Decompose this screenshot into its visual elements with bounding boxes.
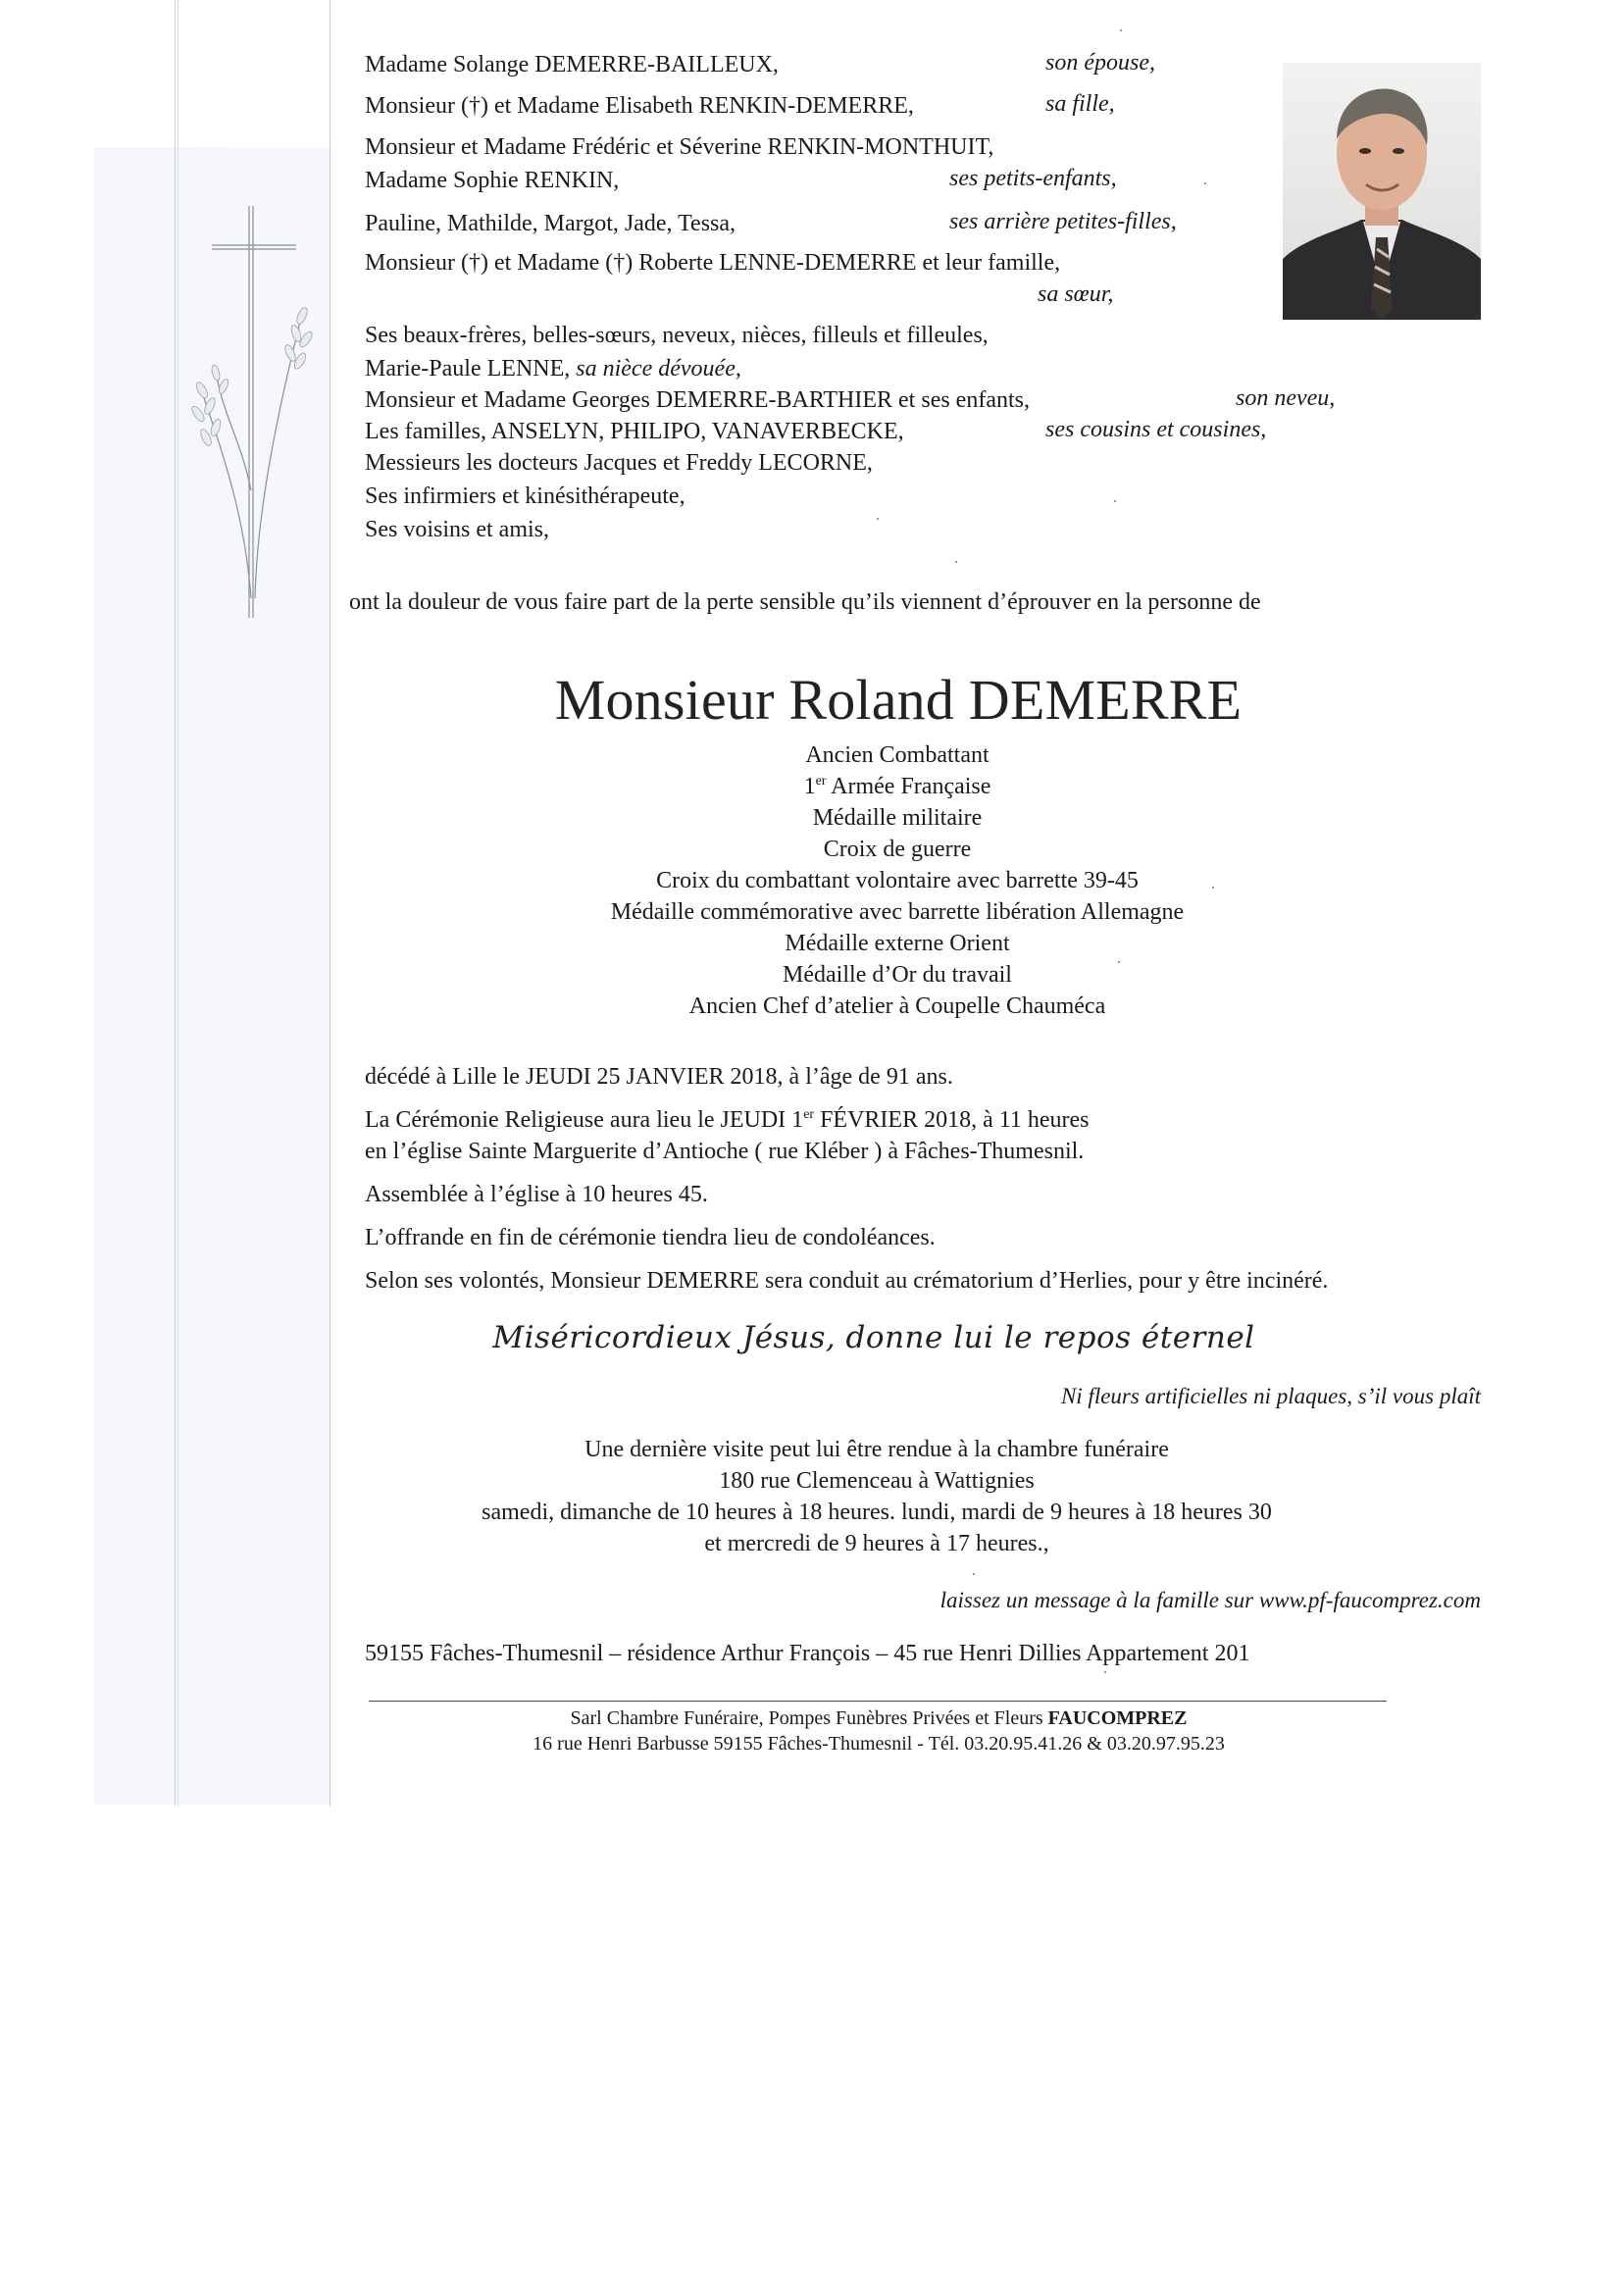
death-notice: décédé à Lille le JEUDI 25 JANVIER 2018, à l’âge de 91 ans. [365, 1064, 953, 1090]
visit-line-3: samedi, dimanche de 10 heures à 18 heures. lundi, mardi de 9 heures à 18 heures 30 [482, 1500, 1272, 1525]
no-flowers-note: Ni fleurs artificielles ni plaques, s’il vous plaît [1060, 1384, 1481, 1408]
offering-notice: L’offrande en fin de cérémonie tiendra lieu de condoléances. [365, 1225, 936, 1250]
relative-relation: sa nièce dévouée, [576, 356, 741, 382]
ceremony-text-b: FÉVRIER 2018, à 11 heures [814, 1107, 1090, 1133]
scan-speck [1120, 29, 1122, 31]
family-line-1-relation: son épouse, [1045, 50, 1155, 76]
family-line-6: Monsieur (†) et Madame (†) Roberte LENNE-DEMERRE et leur famille, [365, 250, 1061, 276]
scan-speck [1212, 887, 1214, 889]
scan-speck [973, 1573, 975, 1575]
ceremony-superscript: er [803, 1107, 815, 1122]
scan-speck [1114, 500, 1116, 502]
relatives-line-4: Les familles, ANSELYN, PHILIPO, VANAVERBECKE, [365, 419, 904, 444]
scan-speck [1118, 961, 1120, 963]
scan-speck [1204, 182, 1206, 184]
margin-dotted-line [178, 0, 179, 1807]
honour-4: Croix de guerre [823, 837, 972, 862]
honour-1: Ancien Combattant [805, 742, 990, 768]
announcement: ont la douleur de vous faire part de la perte sensible qu’ils viennent d’éprouver en la personne de [349, 589, 1261, 615]
honour-6: Médaille commémorative avec barrette libération Allemagne [610, 899, 1185, 925]
ceremony-text-a: La Cérémonie Religieuse aura lieu le JEUDI 1 [365, 1107, 804, 1133]
paper-edge-line [330, 0, 331, 1807]
footer-brand: FAUCOMPREZ [1047, 1707, 1188, 1729]
family-line-7-relation: sa sœur, [1038, 281, 1114, 307]
family-line-5: Pauline, Mathilde, Margot, Jade, Tessa, [365, 211, 736, 236]
ceremony-line-1 [365, 1106, 1089, 1134]
family-line-5-relation: ses arrière petites-filles, [949, 209, 1177, 234]
portrait-photo [1283, 63, 1481, 320]
visit-line-2: 180 rue Clemenceau à Wattignies [719, 1468, 1035, 1494]
honour-3: Médaille militaire [812, 805, 983, 831]
footer-company: Sarl Chambre Funéraire, Pompes Funèbres Privées et Fleurs [570, 1707, 1048, 1729]
message-link: laissez un message à la famille sur www.pf-faucomprez.com [939, 1588, 1481, 1612]
relatives-line-5: Messieurs les docteurs Jacques et Freddy LECORNE, [365, 450, 873, 476]
family-line-1: Madame Solange DEMERRE-BAILLEUX, [365, 52, 779, 77]
visit-line-1: Une dernière visite peut lui être rendue à la chambre funéraire [584, 1437, 1169, 1462]
scan-speck [877, 518, 879, 520]
relatives-line-4-relation: ses cousins et cousines, [1045, 417, 1267, 442]
scan-speck [1104, 1671, 1106, 1673]
margin-line [175, 0, 177, 1807]
wishes-notice: Selon ses volontés, Monsieur DEMERRE sera conduit au crématorium d’Herlies, pour y être incinéré. [365, 1268, 1329, 1294]
footer-rule [369, 1701, 1387, 1702]
relatives-line-6: Ses infirmiers et kinésithérapeute, [365, 484, 685, 509]
assembly-notice: Assemblée à l’église à 10 heures 45. [365, 1182, 708, 1207]
family-line-2-relation: sa fille, [1045, 91, 1115, 117]
ceremony-line-2: en l’église Sainte Marguerite d’Antioche ( rue Kléber ) à Fâches-Thumesnil. [365, 1139, 1085, 1164]
honour-8: Médaille d’Or du travail [783, 962, 1012, 988]
visit-line-4: et mercredi de 9 heures à 17 heures., [704, 1531, 1049, 1556]
relatives-line-3-relation: son neveu, [1236, 385, 1336, 411]
honour-2 [804, 773, 991, 800]
cross-with-wheat-icon [186, 196, 324, 628]
prayer-line: Miséricordieux Jésus, donne lui le repos éternel [492, 1320, 1255, 1355]
relatives-line-7: Ses voisins et amis, [365, 517, 550, 542]
family-line-4: Madame Sophie RENKIN, [365, 168, 620, 193]
family-line-2: Monsieur (†) et Madame Elisabeth RENKIN-DEMERRE, [365, 93, 914, 119]
honour-2-superscript: er [815, 774, 827, 789]
relatives-line-2 [365, 355, 741, 382]
family-line-3: Monsieur et Madame Frédéric et Séverine RENKIN-MONTHUIT, [365, 134, 994, 160]
honour-2-number: 1 [803, 774, 816, 799]
footer-line-2: 16 rue Henri Barbusse 59155 Fâches-Thumesnil - Tél. 03.20.95.41.26 & 03.20.97.95.23 [533, 1733, 1225, 1755]
honour-2-text: Armée Française [826, 774, 991, 799]
home-address: 59155 Fâches-Thumesnil – résidence Arthur François – 45 rue Henri Dillies Appartement 201 [365, 1641, 1250, 1666]
honour-5: Croix du combattant volontaire avec barrette 39-45 [656, 868, 1139, 893]
deceased-name: Monsieur Roland DEMERRE [554, 668, 1243, 732]
footer-line-1 [571, 1706, 1188, 1730]
relative-name: Marie-Paule LENNE, [365, 356, 577, 382]
relatives-line-1: Ses beaux-frères, belles-sœurs, neveux, nièces, filleuls et filleules, [365, 323, 989, 348]
scan-speck [955, 561, 957, 563]
family-line-4-relation: ses petits-enfants, [949, 166, 1117, 191]
relatives-line-3: Monsieur et Madame Georges DEMERRE-BARTHIER et ses enfants, [365, 387, 1030, 413]
honour-7: Médaille externe Orient [785, 931, 1010, 956]
honour-9: Ancien Chef d’atelier à Coupelle Chauméca [688, 993, 1106, 1019]
